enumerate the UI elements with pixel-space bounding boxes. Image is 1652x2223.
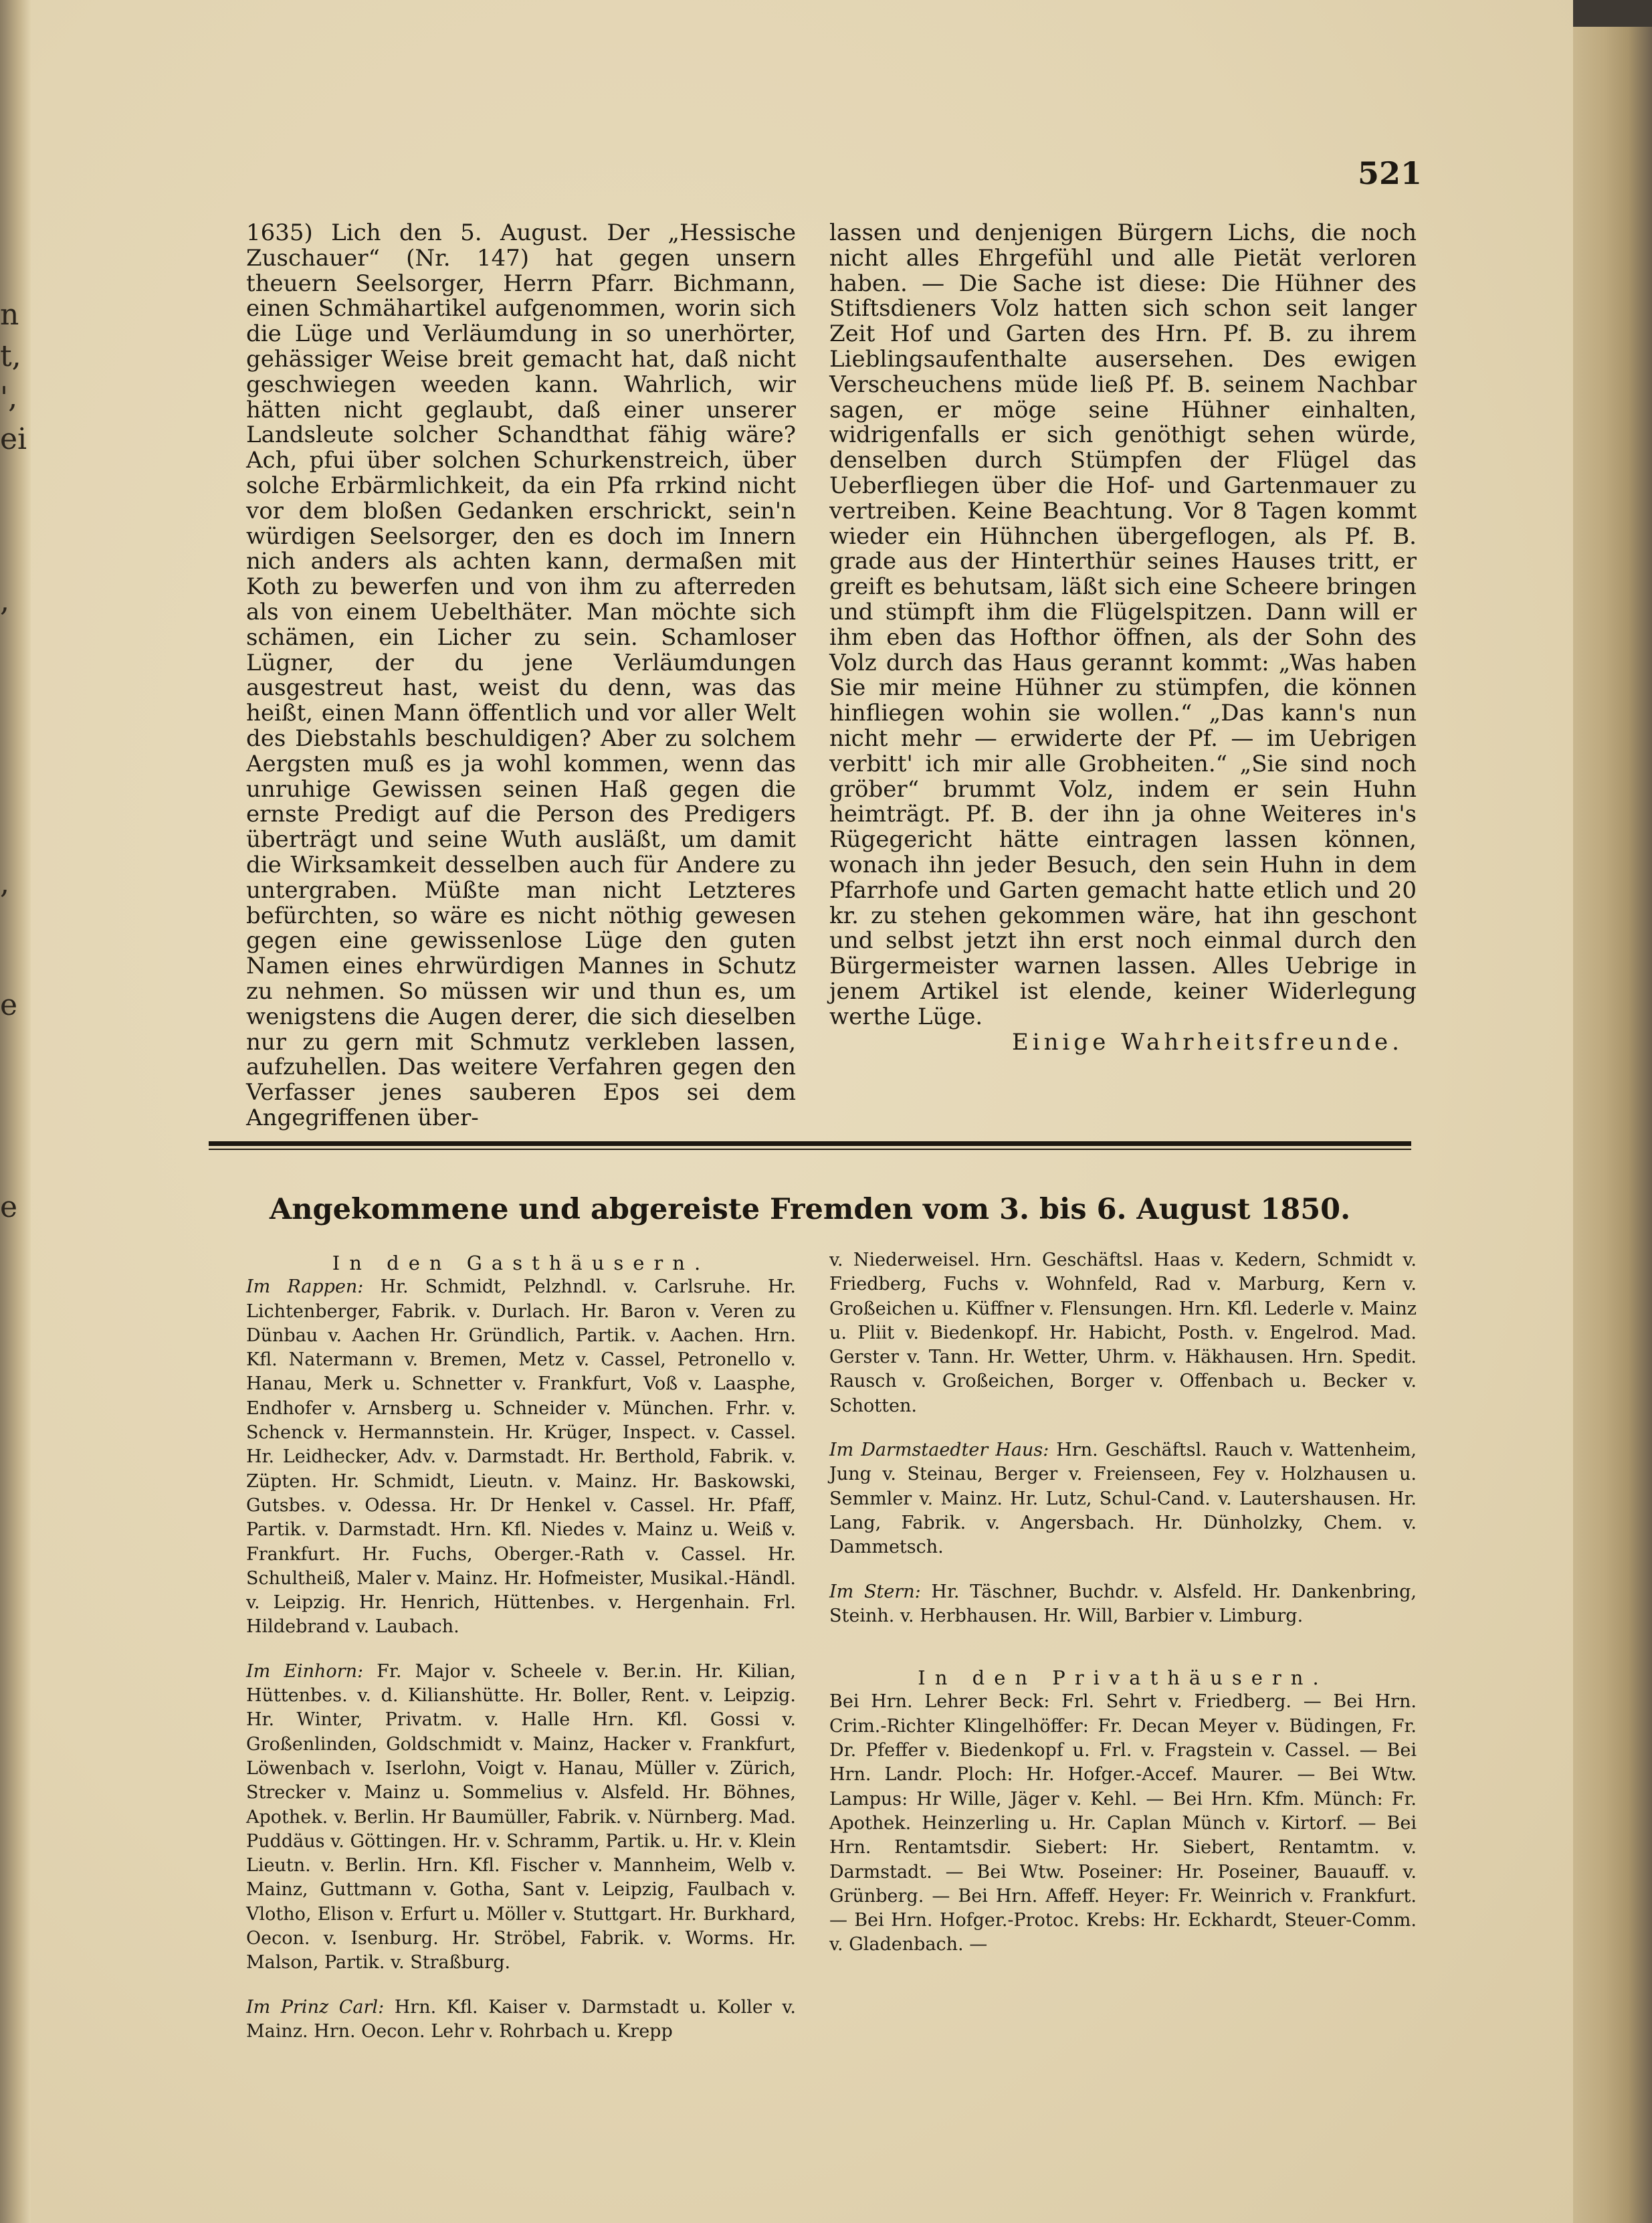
- private-entries: Bei Hrn. Lehrer Beck: Frl. Sehrt v. Friedberg. — Bei Hrn. Crim.-Richter Klingelhöffer: Fr. Decan Meyer v. Büdingen, Fr. Dr. Pfeffer v. Biedenkopf u. Frl. v. Fragstein v. Cassel. — Bei Hrn. Landr. Ploch: Hr. Hofger.-Accef. Maurer. — Bei Wtw. Lampus: Hr Wille, Jäger v. Kehl. — Bei Hrn. Kfm. Münch: Fr. Apothek. Heinzerling u. Hr. Caplan Münch v. Kirtorf. — Bei Hrn. Rentamtsdir. Siebert: Hr. Siebert, Rentamtm. v. Darmstadt. — Bei Wtw. Poseiner: Hr. Poseiner, Bauauff. v. Grünberg. — Bei Hrn. Affeff. Heyer: Fr. Weinrich v. Frankfurt. — Bei Hrn. Hofger.-Protoc. Krebs: Hr. Eckhardt, Steuer-Comm. v. Gladenbach. —: [829, 1691, 1417, 1955]
- fragment: ',: [0, 381, 18, 415]
- page-number: 521: [1358, 155, 1423, 191]
- inns-heading: In den Gasthäusern.: [332, 1252, 710, 1274]
- fragment: ,: [0, 866, 9, 900]
- entry-text: v. Niederweisel. Hrn. Geschäftsl. Haas v. Kedern, Schmidt v. Friedberg, Fuchs v. Wohnfeld, Rad v. Marburg, Kern v. Großeichen u. Küffner v. Flensungen. Hrn. Kfl. Lederle v. Mainz u. Pliit v. Biedenkopf. Hr. Habicht, Posth. v. Engelrod. Mad. Gerster v. Tann. Hr. Wetter, Uhrm. v. Häkhausen. Hrn. Spedit. Rausch v. Großeichen, Borger v. Offenbach u. Becker v. Schotten.: [829, 1250, 1417, 1416]
- arrivals-entry: [829, 1438, 1417, 1559]
- house-name: Im Prinz Carl:: [246, 1996, 385, 2018]
- fragment: t,: [0, 339, 21, 373]
- fragment: e: [0, 1190, 18, 1224]
- house-name: Im Einhorn:: [246, 1660, 364, 1682]
- fragment: e: [0, 988, 18, 1022]
- arrivals-column-left: [246, 1251, 796, 2044]
- fragment: ,: [0, 584, 9, 618]
- arrivals-title: Angekommene und abgereiste Fremden vom 3. bis 6. August 1850.: [269, 1193, 1351, 1226]
- arrivals-entry: [246, 1660, 796, 1975]
- article-column-left: [246, 221, 796, 1131]
- house-name: Im Darmstaedter Haus:: [829, 1440, 1049, 1461]
- fragment: n: [0, 298, 19, 332]
- article-text-left: 1635) Lich den 5. August. Der „Hessische Zuschauer“ (Nr. 147) hat gegen unsern theuern Seelsorger, Herrn Pfarr. Bichmann, einen Schmähartikel aufgenommen, worin sich die Lüge und Verläumdung in so unerhörter, gehässiger Weise breit gemacht hat, daß nicht geschwiegen weeden kann. Wahrlich, wir hätten nicht geglaubt, daß einer unserer Landsleute solcher Schandthat fähig wäre? Ach, pfui über solchen Schurkenstreich, über solche Erbärmlichkeit, da ein Pfa rrkind nicht vor dem bloßen Gedanken erschrickt, sein'n würdigen Seelsorger, den es doch im Innern nich anders als achten kann, dermaßen mit Koth zu bewerfen und von ihm zu afterreden als von einem Uebelthäter. Man möchte sich schämen, ein Licher zu sein. Schamloser Lügner, der du jene Verläumdungen ausgestreut hast, weist du denn, was das heißt, einen Mann öffentlich und vor aller Welt des Diebstahls beschuldigen? Aber zu solchem Aergsten muß es ja wohl kommen, wenn das unruhige Gewissen seinen Haß gegen die ernste Predigt auf die Person des Predigers überträgt und seine Wuth ausläßt, um damit die Wirksamkeit desselben auch für Andere zu untergraben. Müßte man nicht Letzteres befürchten, so wäre es nicht nöthig gewesen gegen eine gewissenlose Lüge den guten Namen eines ehrwürdigen Mannes in Schutz zu nehmen. So müssen wir und thun es, um wenigstens die Augen derer, die sich dieselben nur zu gern mit Schmutz verkleben lassen, aufzuhellen. Das weitere Verfahren gegen den Verfasser jenes sauberen Epos sei dem Angegriffenen über-: [246, 219, 796, 1131]
- entry-text: Hr. Schmidt, Pelzhndl. v. Carlsruhe. Hr. Lichtenberger, Fabrik. v. Durlach. Hr. Baron v. Veren zu Dünbau v. Aachen Hr. Gründlich, Partik. v. Aachen. Hrn. Kfl. Natermann v. Bremen, Metz v. Cassel, Petronello v. Hanau, Merk u. Schnetter v. Frankfurt, Voß v. Laasphe, Endhofer v. Arnsberg u. Schneider v. München. Frhr. v. Schenck v. Hermannstein. Hr. Krüger, Inspect. v. Cassel. Hr. Leidhecker, Adv. v. Darmstadt. Hr. Berthold, Fabrik. v. Züpten. Hr. Schmidt, Lieutn. v. Mainz. Hr. Baskowski, Gutsbes. v. Odessa. Hr. Dr Henkel v. Cassel. Hr. Pfaff, Partik. v. Darmstadt. Hrn. Kfl. Niedes v. Mainz u. Weiß v. Frankfurt. Hr. Fuchs, Oberger.-Rath v. Cassel. Hr. Schultheiß, Maler v. Mainz. Hr. Hofmeister, Musikal.-Händl. v. Leipzig. Hr. Henrich, Hüttenbes. v. Hergenhain. Frl. Hildebrand v. Laubach.: [246, 1276, 797, 1638]
- arrivals-entry: [829, 1248, 1417, 1418]
- entry-text: Hrn. Geschäftsl. Rauch v. Wattenheim, Jung v. Steinau, Berger v. Freienseen, Fey v. Holzhausen u. Semmler v. Mainz. Hr. Lutz, Schul-Cand. v. Lautershausen. Hr. Lang, Fabrik. v. Angersbach. Hr. Dünholzky, Chem. v. Dammetsch.: [829, 1440, 1417, 1558]
- entry-text: Hr. Täschner, Buchdr. v. Alsfeld. Hr. Dankenbring, Steinh. v. Herbhausen. Hr. Will, Barbier v. Limburg.: [829, 1581, 1417, 1626]
- house-name: Im Stern:: [829, 1581, 921, 1602]
- arrivals-column-right: [829, 1248, 1417, 1957]
- entry-text: Fr. Major v. Scheele v. Ber.in. Hr. Kilian, Hüttenbes. v. d. Kilianshütte. Hr. Boller, Rent. v. Leipzig. Hr. Winter, Privatm. v. Halle Hrn. Kfl. Gossi v. Großenlinden, Goldschmidt v. Mainz, Hacker v. Frankfurt, Löwenbach v. Iserlohn, Voigt v. Hanau, Müller v. Zürich, Strecker v. Mainz u. Sommelius v. Alsfeld. Hr. Böhnes, Apothek. v. Berlin. Hr Baumüller, Fabrik. v. Nürnberg. Mad. Puddäus v. Göttingen. Hr. v. Schramm, Partik. u. Hr. v. Klein Lieutn. v. Berlin. Hrn. Kfl. Fischer v. Mannheim, Welb v. Mainz, Guttmann v. Gotha, Sant v. Leipzig, Faulbach v. Vlotho, Elison v. Erfurt u. Möller v. Stuttgart. Hr. Burkhard, Oecon. v. Isenburg. Hr. Ströbel, Fabrik. v. Worms. Hr. Malson, Partik. v. Straßburg.: [246, 1660, 797, 1973]
- house-name: Im Rappen:: [246, 1276, 364, 1298]
- arrivals-entry: [829, 1580, 1417, 1629]
- section-divider-thin: [209, 1149, 1411, 1150]
- section-divider: [209, 1141, 1411, 1146]
- article-column-right: [829, 221, 1417, 1055]
- article-signature: Einige Wahrheitsfreunde.: [1011, 1028, 1403, 1056]
- page-edge: [1573, 27, 1652, 2223]
- article-text-right: lassen und denjenigen Bürgern Lichs, die noch nicht alles Ehrgefühl und alle Pietät verloren haben. — Die Sache ist diese: Die Hühner des Stiftsdieners Volz hatten sich schon seit langer Zeit Hof und Garten des Hrn. Pf. B. zu ihrem Lieblingsaufenthalte ausersehen. Des ewigen Verscheuchens müde ließ Pf. B. seinem Nachbar sagen, er möge seine Hühner einhalten, widrigenfalls er sich genöthigt sehen würde, denselben durch Stümpfen der Flügel das Ueberfliegen über die Hof- und Gartenmauer zu vertreiben. Keine Beachtung. Vor 8 Tagen kommt wieder ein Hühnchen übergeflogen, als Pf. B. grade aus der Hinterthür seines Hauses tritt, er greift es behutsam, läßt sich eine Scheere bringen und stümpft ihm die Flügelspitzen. Dann will er ihm eben das Hofthor öffnen, als der Sohn des Volz durch das Haus gerannt kommt: „Was haben Sie mir meine Hühner zu stümpfen, die können hinfliegen wohin sie wollen.“ „Das kann's nun nicht mehr — erwiderte der Pf. — im Uebrigen verbitt' ich mir alle Grobheiten.“ „Sie sind noch gröber“ brummt Volz, indem er sein Huhn heimträgt. Pf. B. der ihn ja ohne Weiteres in's Rügegericht hätte eintragen lassen können, wonach ihn jeder Besuch, den sein Huhn in dem Pfarrhofe und Garten gemacht hatte etlich und 20 kr. zu stehen gekommen wäre, hat ihn geschont und selbst jetzt ihn erst noch einmal durch den Bürgermeister warnen lassen. Alles Uebrige in jenem Artikel ist elende, keiner Widerlegung werthe Lüge.: [829, 219, 1417, 1030]
- fragment: ei: [0, 422, 27, 456]
- previous-page-fragments: [0, 294, 27, 1228]
- arrivals-entry: [246, 1275, 796, 1639]
- private-heading: In den Privathäusern.: [918, 1666, 1328, 1690]
- entry-text: Hrn. Kfl. Kaiser v. Darmstadt u. Koller v. Mainz. Hrn. Oecon. Lehr v. Rohrbach u. Krepp: [246, 1996, 796, 2042]
- arrivals-entry: [246, 1996, 796, 2044]
